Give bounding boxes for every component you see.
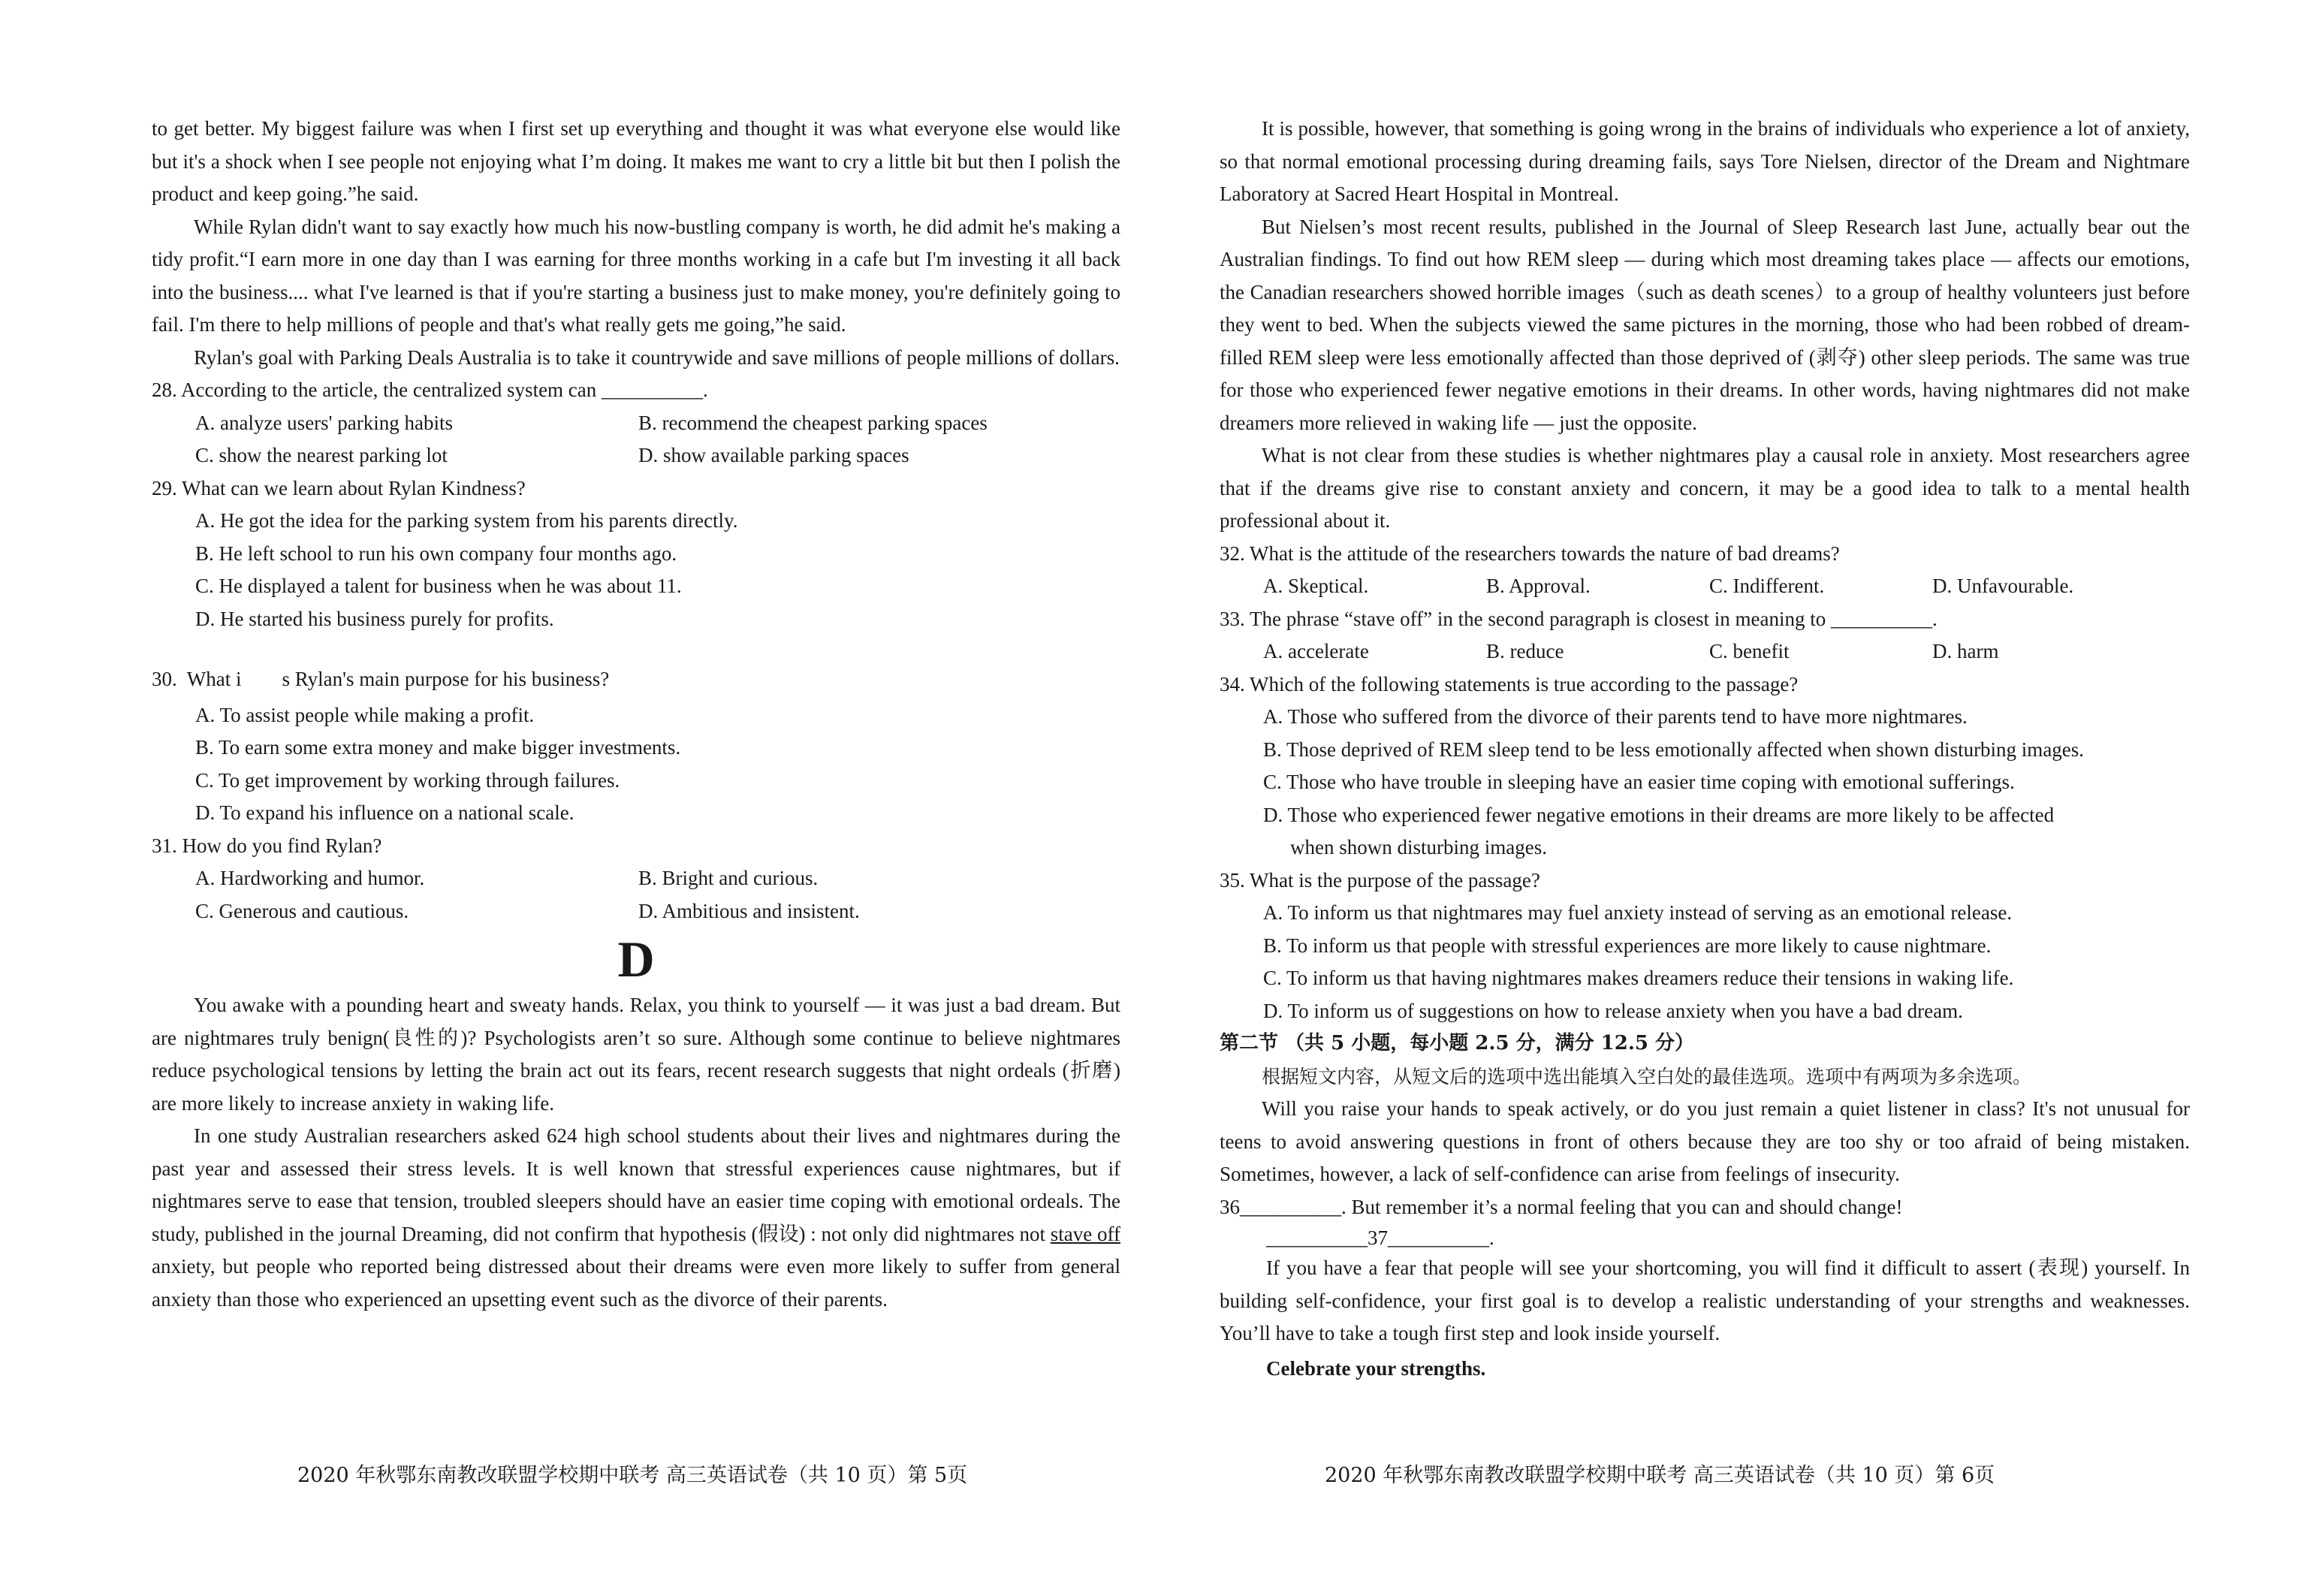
- option-31-b: B. Bright and curious.: [638, 867, 819, 889]
- option-35-d: D. To inform us of suggestions on how to release anxiety when you have a bad dream.: [1263, 999, 1963, 1022]
- option-35-a: A. To inform us that nightmares may fuel anxiety instead of serving as an emotional release.: [1263, 901, 2013, 924]
- question-29: 29. What can we learn about Rylan Kindness?: [152, 476, 526, 499]
- paragraph: Will you raise your hands to speak actively, or do you just remain a quiet listener in class? It's not unusual for teens to avoid answering questions in front of others because they are too shy or too afraid of being mistaken. Sometimes, however, a lack of self-confidence can arise from feelings of insecurity.: [1220, 1097, 2190, 1185]
- paragraph: What is not clear from these studies is whether nightmares play a causal role in anxiety. Most researchers agree that if the dreams give rise to constant anxiety and concern, it may be a good idea to talk to a mental health professional about it.: [1220, 444, 2190, 532]
- blank-37-period: .: [1489, 1226, 1494, 1249]
- paragraph-with-underline: [152, 1120, 1120, 1316]
- option-28-a: A. analyze users' parking habits: [195, 411, 454, 434]
- question-34: 34. Which of the following statements is true according to the passage?: [1220, 672, 1799, 695]
- paragraph: But Nielsen’s most recent results, published in the Journal of Sleep Research last June, actually bear out the Australian findings. To find out how REM sleep — during which most dreaming takes place — affects our emotions, the Canadian researchers showed horrible images（such as death scenes）to a group of healthy volunteers just before they went to bed. When the subjects viewed the same pictures in the morning, those who had been robbed of dream-filled REM sleep were less emotionally affected than those deprived of (剥夺) other sleep periods. The same was true for those who experienced fewer negative emotions in their dreams. In other words, having nightmares did not make dreamers more relieved in waking life — just the opposite.: [1220, 215, 2190, 434]
- option-28-d: D. show available parking spaces: [638, 444, 909, 466]
- paragraph-continued: to get better. My biggest failure was when I first set up everything and thought it was what everyone else would like but it's a shock when I see people not enjoying what I’m doing. It makes me want to cry a little bit but then I polish the product and keep going.”he said.: [152, 117, 1120, 205]
- option-34-a: A. Those who suffered from the divorce of their parents tend to have more nightmares.: [1263, 705, 1968, 728]
- question-35: 35. What is the purpose of the passage?: [1220, 868, 1540, 892]
- option-33-b: B. reduce: [1486, 640, 1564, 662]
- right-page-column: [1220, 113, 2190, 1385]
- paragraph: If you have a fear that people will see your shortcoming, you will find it difficult to assert (表现) yourself. In building self-confidence, your first goal is to develop a realistic understanding of your strengths and weaknesses. You’ll have to take a tough first step and look inside yourself.: [1220, 1257, 2190, 1344]
- question-31: 31. How do you find Rylan?: [152, 834, 382, 857]
- option-29-d: D. He started his business purely for profits.: [195, 607, 554, 630]
- question-28: 28. According to the article, the centralized system can __________.: [152, 379, 708, 401]
- paragraph: While Rylan didn't want to say exactly how much his now-bustling company is worth, he did admit he's making a tidy profit.“I earn more in one day than I was earning for three months working in a cafe but I'm investing it all back into the business.... what I've learned is that if you're starting a business just to make money, you're definitely going to fail. I'm there to help millions of people and that's what really gets me going,”he said.: [152, 215, 1120, 336]
- blank-line-36: [1220, 1191, 2190, 1224]
- option-31-c: C. Generous and cautious.: [195, 899, 409, 922]
- page-footer-left: 2020 年秋鄂东南教改联盟学校期中联考 高三英语试卷（共 10 页）第 5页: [297, 1464, 968, 1487]
- option-28-c: C. show the nearest parking lot: [195, 444, 448, 466]
- option-33-c: C. benefit: [1709, 640, 1790, 662]
- option-32-c: C. Indifferent.: [1709, 575, 1825, 597]
- paragraph: Rylan's goal with Parking Deals Australia is to take it countrywide and save millions of people millions of dollars.: [194, 345, 1120, 369]
- blank-36: 36__________: [1220, 1195, 1341, 1218]
- left-page-column: [152, 113, 1120, 1316]
- option-33-d: D. harm: [1932, 640, 1999, 662]
- page-footer-right: 2020 年秋鄂东南教改联盟学校期中联考 高三英语试卷（共 10 页）第 6页: [1325, 1464, 1995, 1487]
- option-35-c: C. To inform us that having nightmares makes dreamers reduce their tensions in waking life.: [1263, 967, 2014, 989]
- option-34-c: C. Those who have trouble in sleeping have an easier time coping with emotional sufferings.: [1263, 771, 2015, 793]
- paragraph-text: anxiety, but people who reported being distressed about their dreams were even more likely to suffer from general anxiety than those who experienced an upsetting event such as the divorce of their parents.: [152, 1255, 1120, 1311]
- paragraph-text: In one study Australian researchers asked 624 high school students about their lives and nightmares during the past year and assessed their stress levels. It is well known that stressful experiences cause nightmares, but if nightmares serve to ease that tension, troubled sleepers should have an easier time coping with emotional ordeals. The study, published in the journal Dreaming, did not confirm that hypothesis (假设) : not only did nightmares not: [152, 1124, 1120, 1245]
- paragraph-text: . But remember it’s a normal feeling that you can and should change!: [1341, 1195, 1903, 1218]
- options-row: [152, 407, 1120, 440]
- option-34-d-continued: when shown disturbing images.: [1290, 836, 1547, 858]
- question-33: 33. The phrase “stave off” in the second paragraph is closest in meaning to __________.: [1220, 607, 1938, 630]
- question-32: 32. What is the attitude of the researchers towards the nature of bad dreams?: [1220, 542, 1840, 565]
- blank-line-37: [1220, 1223, 2190, 1252]
- question-30: 30. What i s Rylan's main purpose for his business?: [152, 668, 610, 690]
- options-row: [1220, 570, 2190, 603]
- options-row: [152, 439, 1120, 472]
- paragraph: You awake with a pounding heart and sweaty hands. Relax, you think to yourself — it was just a bad dream. But are nightmares truly benign(良性的)? Psychologists aren’t so sure. Although some continue to believe nightmares reduce psychological tensions by letting the brain act out its fears, recent research suggests that night ordeals (折磨) are more likely to increase anxiety in waking life.: [152, 994, 1120, 1115]
- section-instruction: 根据短文内容，从短文后的选项中选出能填入空白处的最佳选项。选项中有两项为多余选项。: [1262, 1065, 2032, 1088]
- options-row: [1220, 635, 2190, 668]
- option-34-d: D. Those who experienced fewer negative emotions in their dreams are more likely to be affected: [1263, 803, 2055, 826]
- option-33-a: A. accelerate: [1263, 640, 1369, 662]
- options-row: [152, 895, 1120, 928]
- option-30-c: C. To get improvement by working through failures.: [195, 768, 620, 792]
- options-row: [152, 862, 1120, 895]
- blank-37: __________37__________: [1266, 1226, 1489, 1249]
- option-30-a: A. To assist people while making a profit.: [195, 703, 535, 726]
- subheading: Celebrate your strengths.: [1266, 1356, 1486, 1380]
- option-32-b: B. Approval.: [1486, 575, 1591, 597]
- option-31-d: D. Ambitious and insistent.: [638, 899, 860, 922]
- option-30-d: D. To expand his influence on a national scale.: [195, 801, 574, 824]
- option-29-c: C. He displayed a talent for business when he was about 11.: [195, 575, 682, 597]
- section-heading-d: D: [617, 931, 655, 988]
- paragraph: It is possible, however, that something is going wrong in the brains of individuals who experience a lot of anxiety, so that normal emotional processing during dreaming fails, says Tore Nielsen, director of the Dream and Nightmare Laboratory at Sacred Heart Hospital in Montreal.: [1220, 117, 2190, 205]
- option-31-a: A. Hardworking and humor.: [195, 867, 425, 889]
- option-30-b: B. To earn some extra money and make bigger investments.: [195, 736, 681, 759]
- option-29-b: B. He left school to run his own company four months ago.: [195, 542, 677, 565]
- option-35-b: B. To inform us that people with stressful experiences are more likely to cause nightmare.: [1263, 934, 1992, 957]
- option-29-a: A. He got the idea for the parking system from his parents directly.: [195, 509, 738, 532]
- option-34-b: B. Those deprived of REM sleep tend to be less emotionally affected when shown disturbing images.: [1263, 738, 2085, 761]
- option-28-b: B. recommend the cheapest parking spaces: [638, 411, 988, 434]
- option-32-a: A. Skeptical.: [1263, 575, 1369, 597]
- option-32-d: D. Unfavourable.: [1932, 575, 2074, 597]
- section-title: 第二节 （共 5 小题，每小题 2.5 分，满分 12.5 分）: [1220, 1032, 1695, 1054]
- underlined-phrase: stave off: [1050, 1222, 1120, 1245]
